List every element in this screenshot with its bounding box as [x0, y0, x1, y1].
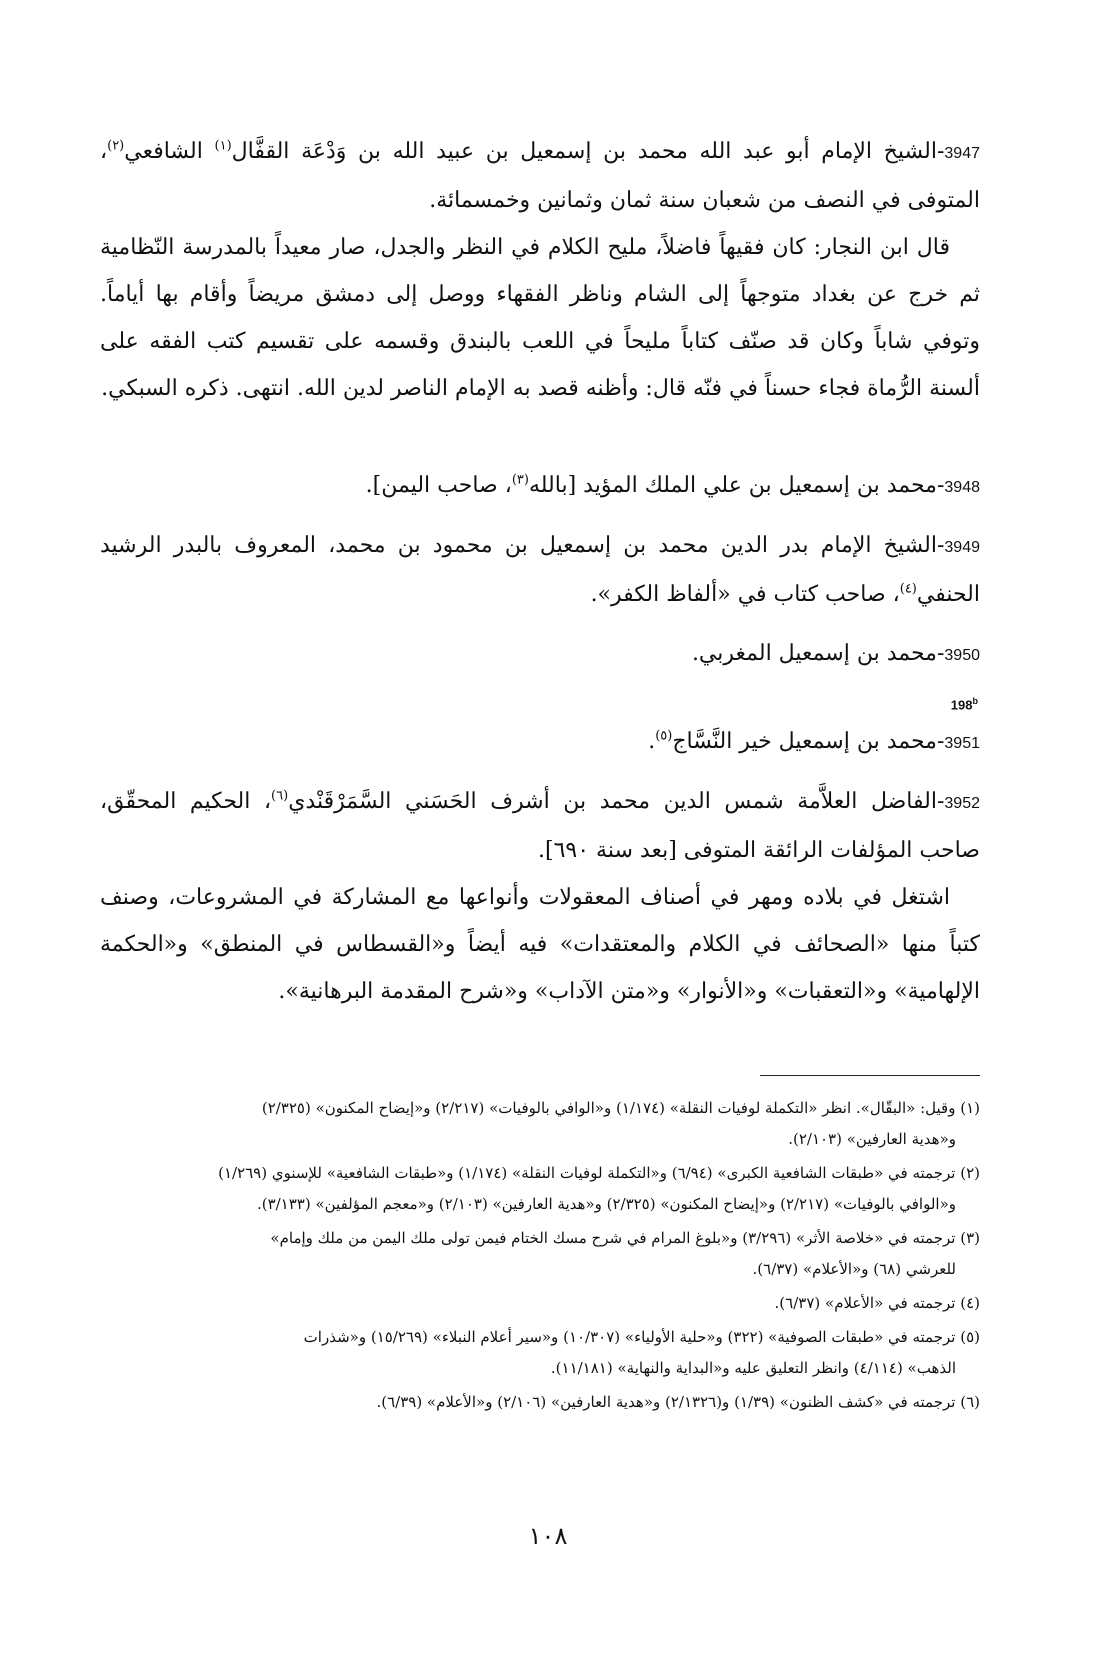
- entry-3950: [100, 630, 980, 679]
- page-number: ١٠٨: [528, 1522, 568, 1550]
- footnote-5: (٥) ترجمته في «طبقات الصوفية» (٣٢٢) و«حلية الأولياء» (١٠/٣٠٧) و«سير أعلام النبلاء» (١٥/٢٦٩) و«شذرات الذهب» (٤/١١٤) وانظر التعليق عليه و«البداية والنهاية» (١١/١٨١).: [303, 1328, 980, 1377]
- entry-number: 3948: [944, 479, 980, 496]
- footnote-4: (٤) ترجمته في «الأعلام» (٦/٣٧).: [774, 1294, 980, 1312]
- footnotes: [100, 1090, 980, 1421]
- footnote-3: (٣) ترجمته في «خلاصة الأثر» (٣/٢٩٦) و«بلوغ المرام في شرح مسك الختام فيمن تولى ملك اليمن من ملك وإمام» للعرشي (٦٨) و«الأعلام» (٦/٣٧).: [270, 1229, 980, 1278]
- entry-3947: [100, 128, 980, 412]
- footnote-1: (١) وقيل: «البقّال». انظر «التكملة لوفيات النقلة» (١/١٧٤) و«الوافي بالوفيات» (٢/٢١٧) و«إيضاح المكنون» (٢/٣٢٥) و«هدية العارفين» (٢/١٠٣).: [261, 1099, 980, 1148]
- entry-3949: [100, 522, 980, 618]
- entry-number: 3950: [944, 647, 980, 664]
- footnote-6: (٦) ترجمته في «كشف الظنون» (١/٣٩) و(٢/١٣٢٦) و«هدية العارفين» (٢/١٠٦) و«الأعلام» (٦/٣٩).: [376, 1393, 980, 1411]
- footnote-ref: (٤): [899, 581, 917, 597]
- entry-heading: 3947-الشيخ الإمام أبو عبد الله محمد بن إسمعيل بن عبيد الله بن وَدْعَة القفَّال$^{(١)}$ الشافعي$^{(٢)}$، المتوفى في النصف من شعبان سنة ثمان وثمانين وخمسمائة.: [100, 138, 980, 213]
- manuscript-folio-marker: 198$^b$: [950, 696, 978, 713]
- footnote-ref: (٥): [655, 728, 673, 744]
- footnote-ref: (٦): [271, 788, 289, 804]
- entry-heading: 3949-الشيخ الإمام بدر الدين محمد بن إسمعيل بن محمود بن محمد، المعروف بالبدر الرشيد الحنفي$^{(٤)}$، صاحب كتاب في «ألفاظ الكفر».: [100, 533, 980, 607]
- footnote-ref: (١): [214, 138, 232, 154]
- footnote-divider: [760, 1075, 980, 1076]
- entry-paragraph: قال ابن النجار: كان فقيهاً فاضلاً، مليح الكلام في النظر والجدل، صار معيداً بالمدرسة النّظامية ثم خرج عن بغداد متوجهاً إلى الشام وناظر الفقهاء ووصل إلى دمشق مريضاً وأقام بها أياماً. وتوفي شاباً وكان قد صنّف كتاباً مليحاً في اللعب بالبندق وقسمه على تقسيم كتب الفقه على ألسنة الرُّماة فجاء حسناً في فنّه قال: وأظنه قصد به الإمام الناصر لدين الله. انتهى. ذكره السبكي.: [100, 235, 980, 401]
- entry-paragraph: اشتغل في بلاده ومهر في أصناف المعقولات وأنواعها مع المشاركة في المشروعات، وصنف كتباً منها «الصحائف في الكلام والمعتقدات» فيه أيضاً و«القسطاس في المنطق» و«الحكمة الإلهامية» و«التعقبات» و«الأنوار» و«متن الآداب» و«شرح المقدمة البرهانية».: [100, 885, 980, 1004]
- footnote-2: (٢) ترجمته في «طبقات الشافعية الكبرى» (٦/٩٤) و«التكملة لوفيات النقلة» (١/١٧٤) و«طبقات الشافعية» للإسنوي (١/٢٦٩) و«الوافي بالوفيات» (٢/٢١٧) و«إيضاح المكنون» (٢/٣٢٥) و«هدية العارفين» (٢/١٠٣) و«معجم المؤلفين» (٣/١٣٣).: [218, 1164, 980, 1213]
- entry-3952: [100, 778, 980, 1015]
- entry-number: 3949: [944, 539, 980, 556]
- entry-3951: [100, 718, 980, 767]
- entry-number: 3952: [944, 795, 980, 812]
- footnote-ref: (٢): [107, 138, 125, 154]
- entry-number: 3951: [944, 735, 980, 752]
- entry-heading: 3951-محمد بن إسمعيل خير النَّسَّاج$^{(٥)}$.: [648, 728, 980, 754]
- entry-heading: 3948-محمد بن إسمعيل بن علي الملك المؤيد [بالله$^{(٣)}$، صاحب اليمن].: [365, 472, 980, 498]
- entry-number: 3947: [944, 145, 980, 162]
- footnote-ref: (٣): [511, 472, 529, 488]
- entry-3948: [100, 462, 980, 511]
- entry-heading: 3950-محمد بن إسمعيل المغربي.: [691, 641, 980, 666]
- entry-heading: 3952-الفاضل العلاَّمة شمس الدين محمد بن أشرف الحَسَني السَّمَرْقَنْدي$^{(٦)}$، الحكيم المحقّق، صاحب المؤلفات الرائقة المتوفى [بعد سنة ٦٩٠].: [100, 788, 980, 863]
